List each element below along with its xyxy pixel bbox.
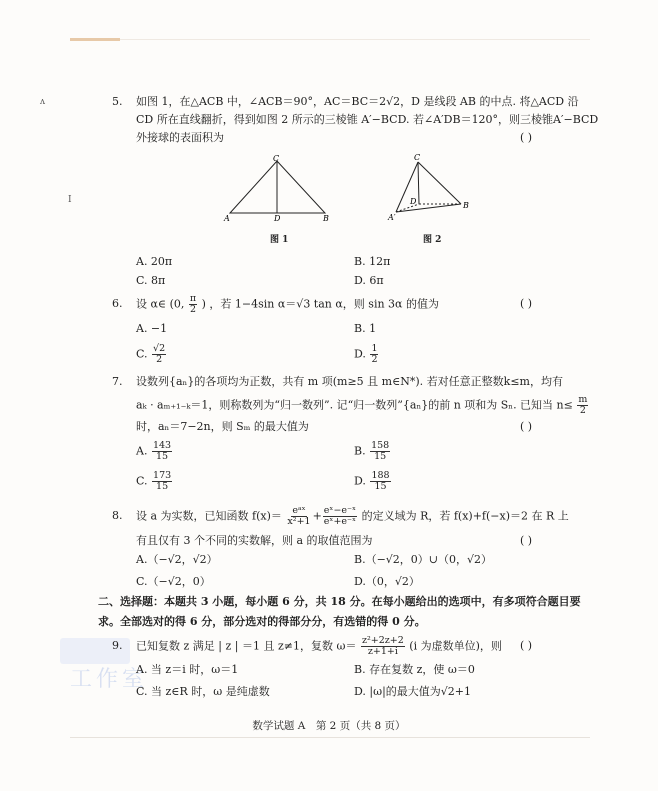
margin-mark-2: I xyxy=(68,195,72,205)
q5-option-c[interactable]: C. 8π xyxy=(136,274,166,287)
label-A-prime: A′ xyxy=(388,213,396,222)
question-text xyxy=(136,294,439,315)
bottom-rule xyxy=(70,737,590,738)
q9-omega-fraction: $\frac{\text{z²+2z+2}}{z+1+i}$ xyxy=(361,635,404,657)
question-text-line1: 如图 1，在△ACB 中，∠ACB＝90°，AC＝BC＝2√2，D 是线段 AB 的中点. 将△ACD 沿 xyxy=(136,95,579,108)
question-text-line1: 设 a 为实数，已知函数 f(x)＝ $\frac{\text{eᵃˣ}}{\text{x²+1}}$ + $\frac{\text{eˣ−e⁻ˣ}}{\text{eˣ+e⁻ˣ}}$ 的定义域为 R，若 f(x)+f(−x)＝2 在 R 上 xyxy=(136,505,569,527)
top-stroke-right xyxy=(120,39,590,40)
page-footer: 数学试题 A 第 2 页（共 8 页） xyxy=(252,720,406,732)
answer-paren: ( ) xyxy=(520,420,533,433)
q8-option-c[interactable]: C.（−√2，0） xyxy=(136,575,211,588)
q6-interval-open: (0, xyxy=(169,297,185,311)
q6-text-b: ，若 1−4sin α＝√3 tan α，则 sin 3α 的值为 xyxy=(209,297,439,311)
margin-mark-1: ʌ xyxy=(40,97,46,107)
q5-option-b[interactable]: B. 12π xyxy=(354,255,391,268)
figure-2-tetrahedron xyxy=(386,152,476,227)
q7-option-b[interactable]: B. $\frac{158}{15}$ xyxy=(354,440,390,462)
q8-option-d[interactable]: D.（0，√2） xyxy=(354,575,420,588)
figure-2-caption: 图 2 xyxy=(423,235,442,245)
q7-option-d[interactable]: D. $\frac{188}{15}$ xyxy=(354,470,390,492)
answer-paren: ( ) xyxy=(520,297,533,310)
q9-option-a[interactable]: A. 当 z＝i 时，ω＝1 xyxy=(136,663,239,676)
question-number: 8. xyxy=(112,509,123,522)
section-2-line1: 二、选择题：本题共 3 小题，每小题 6 分，共 18 分。在每小题给出的选项中，有多项符合题目要 xyxy=(98,595,581,608)
question-text-line2: 有且仅有 3 个不同的实数解，则 a 的取值范围为 xyxy=(136,534,373,547)
q9-option-d[interactable]: D. |ω|的最大值为√2+1 xyxy=(354,685,472,698)
watermark: 工作室 xyxy=(60,638,150,693)
question-text: 已知复数 z 满足 | z | ＝1 且 z≠1，复数 ω＝ $\frac{\text{z²+2z+2}}{z+1+i}$ (i 为虚数单位)，则 xyxy=(136,635,502,657)
q7-m-over-2: $\frac{m}{2}$ xyxy=(578,394,588,416)
question-text-line3: 外接球的表面积为 xyxy=(136,131,224,144)
question-number: 9. xyxy=(112,639,123,652)
q9-option-c[interactable]: C. 当 z∈R 时，ω 是纯虚数 xyxy=(136,685,270,698)
q5-option-d[interactable]: D. 6π xyxy=(354,274,384,287)
q6-option-c[interactable]: C. $\frac{√2}{2}$ xyxy=(136,343,166,365)
label-B: B xyxy=(463,201,469,210)
q8-option-a[interactable]: A.（−√2，√2） xyxy=(136,553,218,566)
label-D: D xyxy=(274,214,281,223)
section-2-line2: 求。全部选对的得 6 分，部分选对的得部分分，有选错的得 0 分。 xyxy=(98,615,426,628)
question-text-line1: 设数列{aₙ}的各项均为正数，共有 m 项(m≥5 且 m∈N*). 若对任意正整数k≤m，均有 xyxy=(136,375,563,388)
figure-1-caption: 图 1 xyxy=(270,235,289,245)
q7-option-c[interactable]: C. $\frac{173}{15}$ xyxy=(136,470,172,492)
label-D: D xyxy=(410,197,417,206)
question-text-line2: aₖ · aₘ₊₁₋ₖ＝1，则称数列为“归一数列”. 记“归一数列”{aₙ}的前 n 项和为 Sₙ. 已知当 n≤ $\frac{m}{2}$ xyxy=(136,394,588,416)
q5-option-a[interactable]: A. 20π xyxy=(136,255,173,268)
label-C: C xyxy=(273,155,280,163)
q8-fraction-2: $\frac{\text{eˣ−e⁻ˣ}}{\text{eˣ+e⁻ˣ}}$ xyxy=(323,505,357,527)
q6-text-a: 设 α∈ xyxy=(136,297,167,311)
question-number: 5. xyxy=(112,95,123,108)
q6-option-d[interactable]: D. $\frac{1}{2}$ xyxy=(354,343,378,365)
q8-fraction-1: $\frac{\text{eᵃˣ}}{\text{x²+1}}$ xyxy=(287,505,311,527)
q6-option-d-fraction: $\frac{1}{2}$ xyxy=(371,343,378,365)
figure-1-triangle xyxy=(220,155,340,225)
q6-interval-fraction: $\frac{\pi}{2}$ xyxy=(189,293,197,315)
answer-paren: ( ) xyxy=(520,639,533,652)
q7-option-a[interactable]: A. $\frac{143}{15}$ xyxy=(136,440,172,462)
question-number: 6. xyxy=(112,297,123,310)
answer-paren: ( ) xyxy=(520,534,533,547)
label-C: C xyxy=(414,153,421,162)
label-B: B xyxy=(323,214,329,223)
q8-option-b[interactable]: B.（−√2，0）∪（0，√2） xyxy=(354,553,493,566)
top-stroke-left xyxy=(70,38,120,41)
question-text-line2: CD 所在直线翻折，得到如图 2 所示的三棱锥 A′−BCD. 若∠A′DB＝120°，则三棱锥A′−BCD xyxy=(136,113,599,126)
question-number: 7. xyxy=(112,375,123,388)
section-2-instructions xyxy=(98,592,598,632)
q6-option-c-fraction: $\frac{√2}{2}$ xyxy=(153,343,166,365)
label-A: A xyxy=(224,214,230,223)
answer-paren: ( ) xyxy=(520,131,533,144)
q6-interval-close: ) xyxy=(201,297,206,311)
q6-option-a[interactable]: A. −1 xyxy=(136,322,168,335)
q6-option-b[interactable]: B. 1 xyxy=(354,322,377,335)
q9-option-b[interactable]: B. 存在复数 z，使 ω＝0 xyxy=(354,663,475,676)
question-text-line3: 时，aₙ＝7−2n，则 Sₘ 的最大值为 xyxy=(136,420,309,433)
